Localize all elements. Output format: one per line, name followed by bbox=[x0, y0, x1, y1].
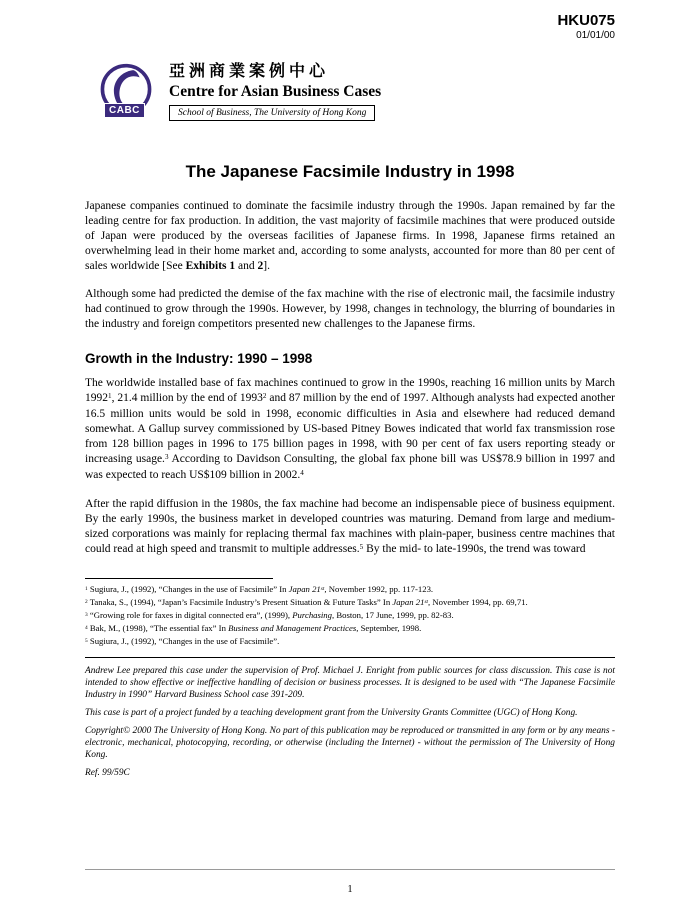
footer-rule bbox=[85, 869, 615, 870]
credits-separator bbox=[85, 657, 615, 658]
credits-paragraph-2: This case is part of a project funded by a teaching development grant from the University Grants Committee (UGC) of Hong Kong. bbox=[85, 708, 578, 718]
page-title: The Japanese Facsimile Industry in 1998 bbox=[185, 162, 515, 181]
logo-text-block bbox=[169, 62, 381, 121]
cabc-acronym-badge: CABC bbox=[104, 103, 145, 118]
footnote-4: $^4$ Bak, M., (1998), “The essential fax” In Business and Management Practices, September, 1998. bbox=[85, 623, 422, 633]
logo-chinese-name: 亞洲商業案例中心 bbox=[169, 63, 330, 80]
footnote-2: $^2$ Tanaka, S., (1994), “Japan’s Facsimile Industry’s Present Situation & Future Tasks” In Japan 21st, November 1994, pp. 69,71. bbox=[85, 597, 528, 607]
page-number: 1 bbox=[347, 884, 353, 895]
section-heading-growth: Growth in the Industry: 1990 – 1998 bbox=[85, 351, 313, 366]
body-paragraph-3: The worldwide installed base of fax machines continued to grow in the 1990s, reaching 16 million units by March 1992$^1$, 21.4 million by the end of 1993$^2$ and 87 million by the end of 1997. Although analysts had expected another 16.5 million units would be sold in 1998, economic difficulties in Asia and elsewhere had reduced demand somewhat. A Gallup survey commissioned by US-based Pitney Bowes indicated that world fax transmission rose from 128 billion pages in 1996 to 175 billion pages in 1998, with 90 per cent of fax users reporting steady or increasing usage.$^3$ According to Davidson Consulting, the global fax phone bill was US$78.9 billion in 1997 and was expected to reach US$109 billion in 2002.$^4$ bbox=[85, 377, 616, 481]
cabc-logo bbox=[97, 62, 615, 136]
footnote-separator bbox=[85, 578, 273, 579]
footnote-3: $^3$ “Growing role for faxes in digital connected era”, (1999), Purchasing, Boston, 17 June, 1999, pp. 82-83. bbox=[85, 610, 454, 620]
reference-number: Ref. 99/59C bbox=[85, 768, 130, 778]
credits-paragraph-3: Copyright© 2000 The University of Hong Kong. No part of this publication may be reproduced or transmitted in any form or by any means - electronic, mechanical, photocopying, recording, or otherwise (including the Internet) - without the permission of The University of Hong Kong. bbox=[85, 726, 615, 760]
case-number: HKU075 bbox=[557, 12, 615, 29]
logo-school-line: School of Business, The University of Hong Kong bbox=[169, 105, 375, 121]
body-paragraph-2: Although some had predicted the demise of the fax machine with the rise of electronic mail, the facsimile industry had continued to grow through the 1990s. However, by 1998, changes in technology, the blurring of boundaries in the industry and foreign competitors presented new challenges to the Japanese firms. bbox=[85, 288, 615, 330]
doc-header bbox=[85, 0, 615, 42]
body-paragraph-1: Japanese companies continued to dominate the facsimile industry through the 1990s. Japan remained by far the leading centre for fax production. In addition, the vast majority of facsimile machines that were produced outside of Japan were produced by the overseas facilities of Japanese firms. In 1998, Japanese firms retained an overwhelming lead in their home market and, according to some analysts, accounted for more than 80 per cent of sales worldwide [See Exhibits 1 and 2]. bbox=[85, 200, 615, 272]
logo-english-name: Centre for Asian Business Cases bbox=[169, 83, 382, 100]
footnote-1: $^1$ Sugiura, J., (1992), “Changes in the use of Facsimile” In Japan 21st, November 1992, pp. 117-123. bbox=[85, 584, 434, 594]
footnote-5: $^5$ Sugiura, J., (1992), “Changes in the use of Facsimile”. bbox=[85, 636, 280, 646]
body-paragraph-4: After the rapid diffusion in the 1980s, the fax machine had become an indispensable piece of business equipment. By the early 1990s, the business market in developed countries was maturing. Demand from large and medium-sized corporations was mainly for replacing thermal fax machines with plain-paper, business centre machines that could read at high speed and transmit to multiple addresses.$^5$ By the mid- to late-1990s, the trend was toward bbox=[85, 498, 615, 555]
case-date: 01/01/00 bbox=[576, 30, 615, 41]
credits-paragraph-1: Andrew Lee prepared this case under the supervision of Prof. Michael J. Enright from public sources for class discussion. This case is not intended to show effective or ineffective handling of decision or business processes. It is designed to be used with “The Japanese Facsimile Industry in 1990” Harvard Business School case 391-209. bbox=[85, 666, 615, 700]
